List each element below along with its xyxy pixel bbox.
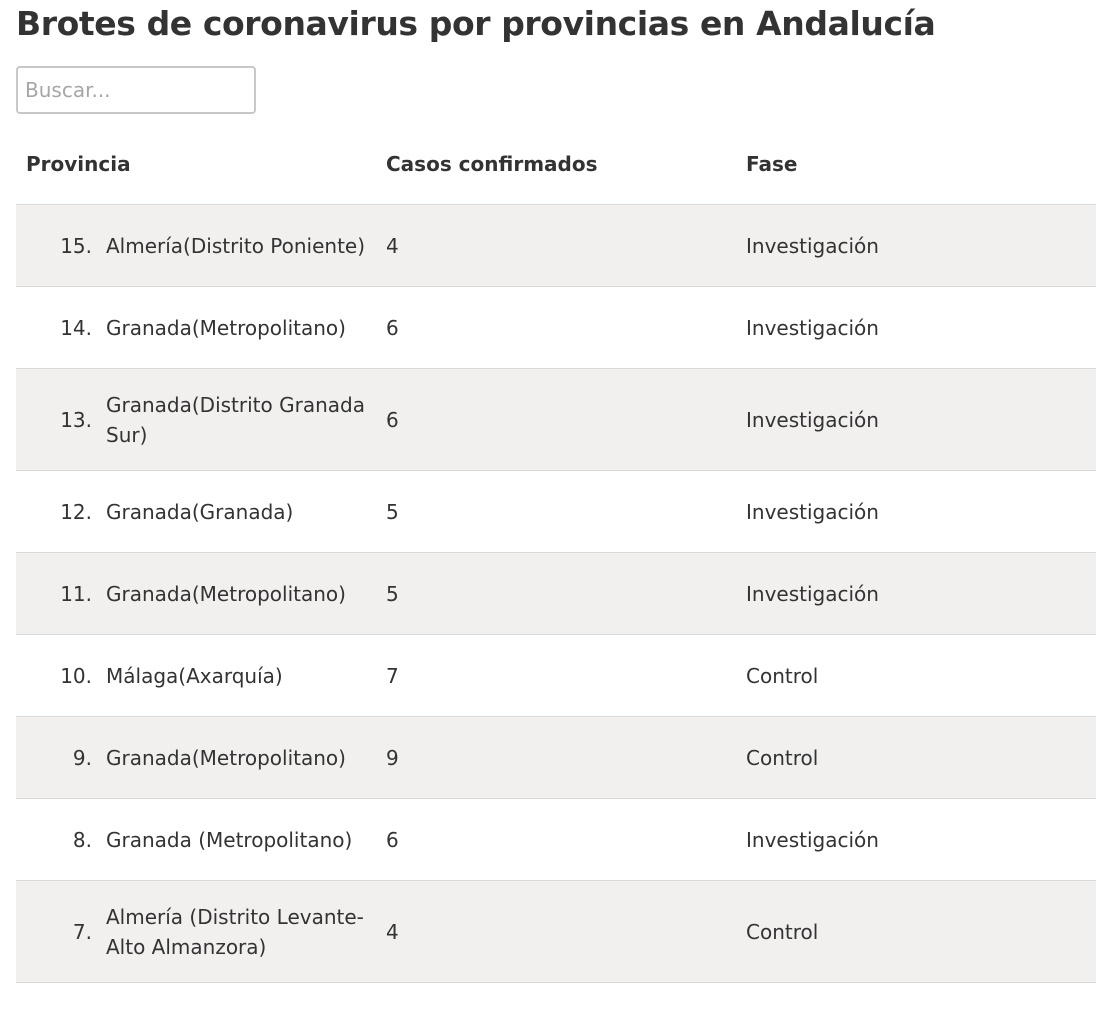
- row-fase: Investigación: [746, 827, 879, 852]
- row-provincia: Almería(Distrito Poniente): [106, 233, 366, 258]
- row-fase: Control: [746, 663, 819, 688]
- row-rank: 8.: [72, 827, 92, 852]
- row-fase: Investigación: [746, 499, 879, 524]
- search-input[interactable]: [16, 66, 256, 114]
- row-provincia: Granada(Distrito Granada Sur): [106, 392, 365, 447]
- table-row: [16, 717, 1096, 799]
- outbreaks-table: [16, 124, 1096, 983]
- row-rank: 14.: [60, 315, 92, 340]
- row-fase: Investigación: [746, 233, 879, 258]
- column-header-provincia[interactable]: Provincia: [26, 152, 131, 176]
- table-header: [16, 124, 1096, 205]
- row-casos: 4: [386, 919, 399, 944]
- row-rank: 15.: [60, 233, 92, 258]
- page-title: Brotes de coronavirus por provincias en Andalucía: [16, 4, 936, 43]
- row-rank: 11.: [60, 581, 92, 606]
- row-casos: 5: [386, 499, 399, 524]
- table-row: [16, 635, 1096, 717]
- row-provincia: Granada(Metropolitano): [106, 315, 346, 340]
- row-rank: 13.: [60, 407, 92, 432]
- table-row: [16, 881, 1096, 983]
- table-row: [16, 287, 1096, 369]
- row-rank: 7.: [72, 919, 92, 944]
- row-fase: Investigación: [746, 581, 879, 606]
- row-fase: Control: [746, 745, 819, 770]
- row-casos: 6: [386, 827, 399, 852]
- row-fase: Control: [746, 919, 819, 944]
- row-provincia: Málaga(Axarquía): [106, 663, 283, 688]
- table-row: [16, 553, 1096, 635]
- row-rank: 9.: [72, 745, 92, 770]
- column-header-fase[interactable]: Fase: [746, 152, 798, 176]
- table-row: [16, 471, 1096, 553]
- table-row: [16, 205, 1096, 287]
- row-provincia: Granada (Metropolitano): [106, 827, 353, 852]
- row-casos: 6: [386, 315, 399, 340]
- row-casos: 4: [386, 233, 399, 258]
- row-fase: Investigación: [746, 407, 879, 432]
- table-row: [16, 369, 1096, 471]
- table-row: [16, 799, 1096, 881]
- row-rank: 10.: [60, 663, 92, 688]
- row-casos: 6: [386, 407, 399, 432]
- row-casos: 9: [386, 745, 399, 770]
- row-provincia: Granada(Granada): [106, 499, 294, 524]
- row-casos: 5: [386, 581, 399, 606]
- column-header-casos[interactable]: Casos confirmados: [386, 152, 598, 176]
- row-provincia: Granada(Metropolitano): [106, 745, 346, 770]
- row-rank: 12.: [60, 499, 92, 524]
- row-casos: 7: [386, 663, 399, 688]
- row-provincia: Granada(Metropolitano): [106, 581, 346, 606]
- row-fase: Investigación: [746, 315, 879, 340]
- row-provincia: Almería (Distrito Levante-Alto Almanzora): [106, 904, 364, 959]
